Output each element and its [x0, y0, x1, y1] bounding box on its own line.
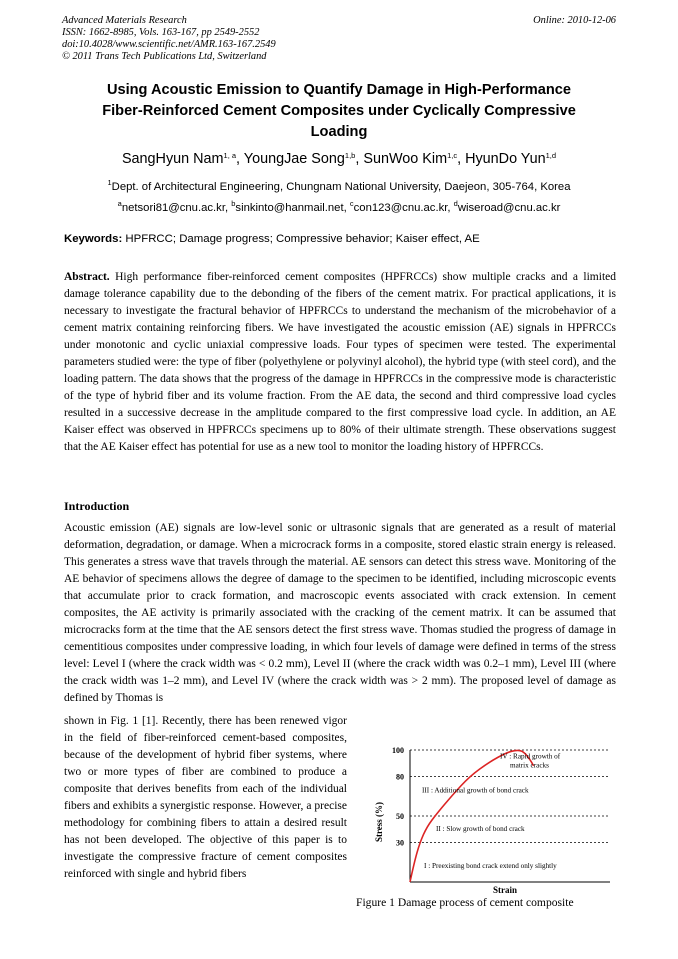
x-axis-label: Strain	[492, 885, 518, 895]
abstract-label: Abstract.	[64, 271, 110, 283]
journal-doi: doi:10.4028/www.scientific.net/AMR.163-167.2549	[62, 39, 276, 50]
email-list: $^a$netsori81@cnu.ac.kr, $^b$sinkinto@hanmail.net, $^c$con123@cnu.ac.kr, $^d$wiseroad@cnu.ac.kr	[117, 199, 561, 214]
abstract-text: High performance fiber-reinforced cement composites (HPFRCCs) show multiple cracks and a limited damage tolerance capability due to the debonding of the fibers of the cement matrix. For practical applications, it is necessary to investigate the fractural behavior of HPFRCCs to understand the mechanism of the microbehavior of a cement matrix containing reinforcing fibers. We have investigated the acoustic emission (AE) signals in HPFRCCs under monotonic and cyclic uniaxial compressive loads. Four types of specimen were tested. The experimental parameters studied were: the type of fiber (polyethylene or polyvinyl alcohol), the hybrid type (with steel cord), and the loading pattern. The data shows that the progress of the damage in HPFRCCs in the compressive mode is characteristic of the type of hybrid fiber and its volume fraction. From the AE data, the second and third compressive load cycles resulted in a successive decrease in the amplitude compared to the first compressive load cycle. In addition, an AE Kaiser effect was observed in HPFRCCs specimens up to 80% of their ultimate strength. These observations suggest that the AE Kaiser effect has potential for use as a new tool to monitor the loading history of HPFRCCs.	[64, 271, 616, 454]
author-sup: 1,c	[447, 151, 458, 160]
author-list: SangHyun Nam$^{1, a}$, YoungJae Song$^{1,b}$, SunWoo Kim$^{1,c}$, HyunDo Yun$^{1,d}$	[121, 151, 557, 167]
tick-labels	[392, 746, 404, 847]
author-name: YoungJae Song	[243, 151, 345, 167]
author-name: SunWoo Kim	[363, 151, 448, 167]
keywords-text: HPFRCC; Damage progress; Compressive behavior; Kaiser effect, AE	[125, 233, 480, 245]
y-tick-label: 80	[396, 772, 404, 782]
keywords-label: Keywords:	[64, 233, 123, 245]
affiliation: $^1$Dept. of Architectural Engineering, Chungnam National University, Daejeon, 305-764, Korea	[107, 178, 571, 193]
journal-issn: ISSN: 1662-8985, Vols. 163-167, pp 2549-2552	[62, 27, 260, 38]
author-name: HyunDo Yun	[465, 151, 546, 167]
affiliation-block	[62, 177, 616, 219]
journal-header	[62, 15, 616, 63]
damage-level-label-cont: matrix cracks	[510, 761, 549, 770]
intro-paragraph: Acoustic emission (AE) signals are low-level sonic or ultrasonic signals that are generated as a result of material deformation, degradation, or damage. When a microcrack forms in a composite, stored elastic strain energy is released. This generates a stress wave that travels through the material. AE sensors can detect this stress wave. Monitoring of the AE behavior of specimens allows the degree of damage to the specimen to be identified, including microscopic events that accumulate prior to crack formation, and macroscopic events associated with crack extension. In cement composites, the AE activity is primarily associated with the cracking of the cement matrix. It can be assumed that microcracks form at the time that the AE sensors detect the first stress wave. Thomas studied the progress of damage in cementitious composites under compressive loading, in which four levels of damage were defined in terms of the stress level: Level I (where the crack width was < 0.2 mm), Level II (where the crack width was 0.2–1 mm), Level III (where the crack width was 1–2 mm), and Level IV (where the crack width was > 2 mm). The proposed level of damage as defined by Thomas is	[64, 522, 616, 705]
email-link[interactable]: sinkinto@hanmail.net	[235, 202, 344, 214]
author-name: SangHyun Nam	[121, 151, 224, 167]
y-tick-label: 30	[396, 838, 404, 848]
y-axis-label: Stress (%)	[374, 801, 384, 843]
damage-level-label: II : Slow growth of bond crack	[436, 824, 525, 833]
y-tick-label: 50	[396, 812, 404, 821]
damage-level-label: I : Preexisting bond crack extend only slightly	[424, 861, 557, 870]
section-heading: Introduction	[64, 499, 130, 513]
y-tick-label: 100	[392, 746, 404, 755]
online-date: Online: 2010-12-06	[533, 15, 616, 26]
journal-copyright: © 2011 Trans Tech Publications Ltd, Switzerland	[62, 51, 267, 62]
damage-process-figure	[352, 740, 618, 918]
email-link[interactable]: con123@cnu.ac.kr	[353, 202, 448, 214]
damage-level-label: III : Additional growth of bond crack	[422, 786, 529, 795]
damage-level-labels	[422, 752, 561, 870]
figure-caption: Figure 1 Damage process of cement composite	[356, 896, 574, 909]
keywords	[64, 233, 616, 245]
title-line-2: Fiber-Reinforced Cement Composites under Cyclically Compressive	[102, 103, 576, 119]
damage-level-label: IV : Rapid growth of	[500, 752, 561, 761]
title-line-3: Loading	[310, 124, 368, 140]
intro-column-text: shown in Fig. 1 [1]. Recently, there has been renewed vigor in the field of fiber-reinforced cement-based composites, because of the development of hybrid fiber systems, where two or more types of fiber are combined to produce a composite that derives benefits from each of the individual fibers and exhibits a synergistic response. However, a precise methodology for combining fibers to attain a desired result has not been developed. The objective of this paper is to investigate the compressive fracture of cement composites reinforced with single and hybrid fibers	[64, 715, 347, 881]
author-sup: 1,d	[545, 151, 557, 160]
abstract	[64, 269, 616, 457]
title-line-1: Using Acoustic Emission to Quantify Damage in High-Performance	[106, 82, 572, 98]
email-link[interactable]: netsori81@cnu.ac.kr	[121, 202, 225, 214]
journal-name: Advanced Materials Research	[62, 15, 187, 26]
email-link[interactable]: wiseroad@cnu.ac.kr	[457, 202, 561, 214]
author-sup: 1,b	[344, 151, 356, 160]
author-sup: 1, a	[223, 151, 237, 160]
paper-title	[62, 80, 616, 143]
